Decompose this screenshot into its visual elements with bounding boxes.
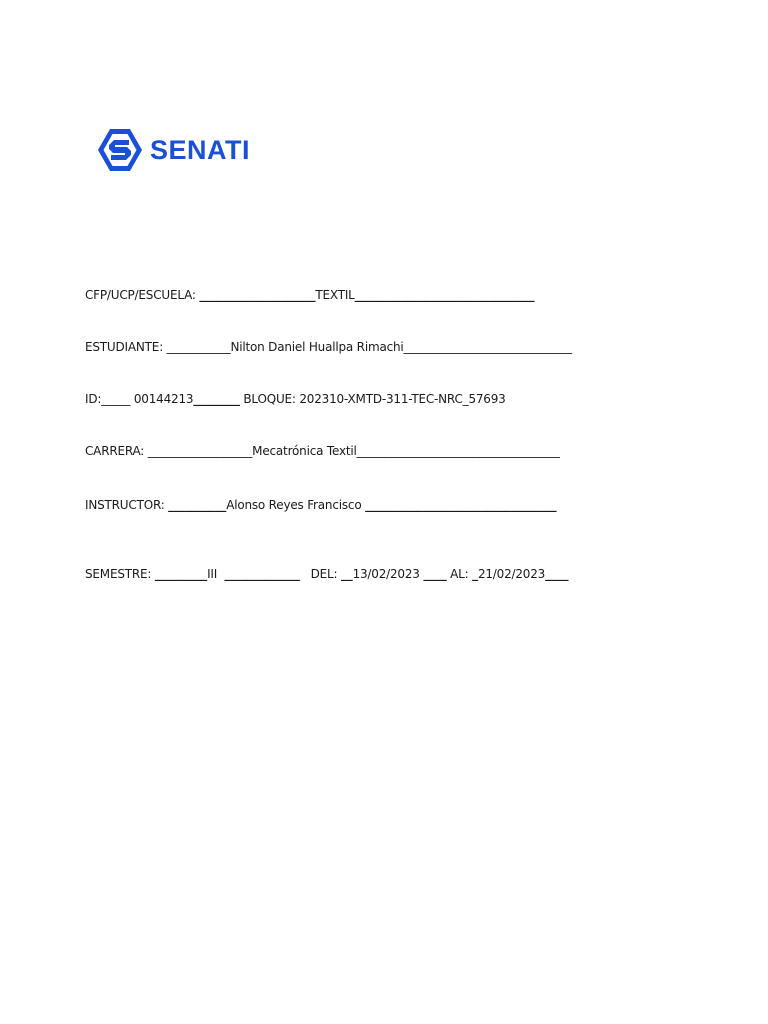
al-label: AL: xyxy=(446,567,473,581)
del-label: DEL: xyxy=(299,567,341,581)
bloque-value: 202310-XMTD-311-TEC-NRC_57693 xyxy=(299,392,506,406)
id-blank-2: ________ xyxy=(193,392,240,406)
escuela-blank-1: ____________________ xyxy=(199,288,316,302)
id-label: ID: xyxy=(85,392,102,406)
escuela-label: CFP/UCP/ESCUELA: xyxy=(85,288,200,302)
id-blank-1: _____ xyxy=(101,392,134,406)
instructor-blank-2: _________________________________ xyxy=(365,498,557,512)
del-blank-2: ____ xyxy=(423,567,447,581)
al-blank-2: ____ xyxy=(545,567,569,581)
brand-name: SENATI xyxy=(150,134,251,165)
al-blank-1: _ xyxy=(472,567,478,581)
estudiante-label: ESTUDIANTE: xyxy=(85,340,167,354)
carrera-line xyxy=(85,443,560,459)
senati-emblem-icon xyxy=(97,127,143,173)
semestre-label: SEMESTRE: xyxy=(85,567,155,581)
carrera-label: CARRERA: xyxy=(85,444,148,458)
carrera-value: Mecatrónica Textil xyxy=(252,444,357,458)
instructor-blank-1: __________ xyxy=(168,498,227,512)
instructor-label: INSTRUCTOR: xyxy=(85,498,169,512)
del-value: 13/02/2023 xyxy=(352,567,424,581)
senati-logo xyxy=(97,126,250,174)
estudiante-blank-2: _____________________________ xyxy=(403,340,572,354)
escuela-blank-2: _______________________________ xyxy=(354,288,535,302)
bloque-label: BLOQUE: xyxy=(239,392,300,406)
carrera-blank-2: ___________________________________ xyxy=(356,444,560,458)
escuela-line xyxy=(85,287,534,303)
estudiante-blank-1: ___________ xyxy=(166,340,231,354)
carrera-blank-1: __________________ xyxy=(147,444,253,458)
estudiante-value: Nilton Daniel Huallpa Rimachi xyxy=(230,340,404,354)
al-value: 21/02/2023 xyxy=(477,567,546,581)
instructor-line xyxy=(85,497,556,513)
id-value: 00144213 xyxy=(133,392,194,406)
instructor-value: Alonso Reyes Francisco xyxy=(226,498,366,512)
semestre-blank-1: _________ xyxy=(154,567,208,581)
del-blank-1: __ xyxy=(340,567,353,581)
semestre-value: III xyxy=(207,567,225,581)
id-line xyxy=(85,391,506,407)
semestre-blank-2: _____________ xyxy=(224,567,300,581)
estudiante-line xyxy=(85,339,572,355)
semestre-line xyxy=(85,566,568,582)
escuela-value: TEXTIL xyxy=(315,288,355,302)
